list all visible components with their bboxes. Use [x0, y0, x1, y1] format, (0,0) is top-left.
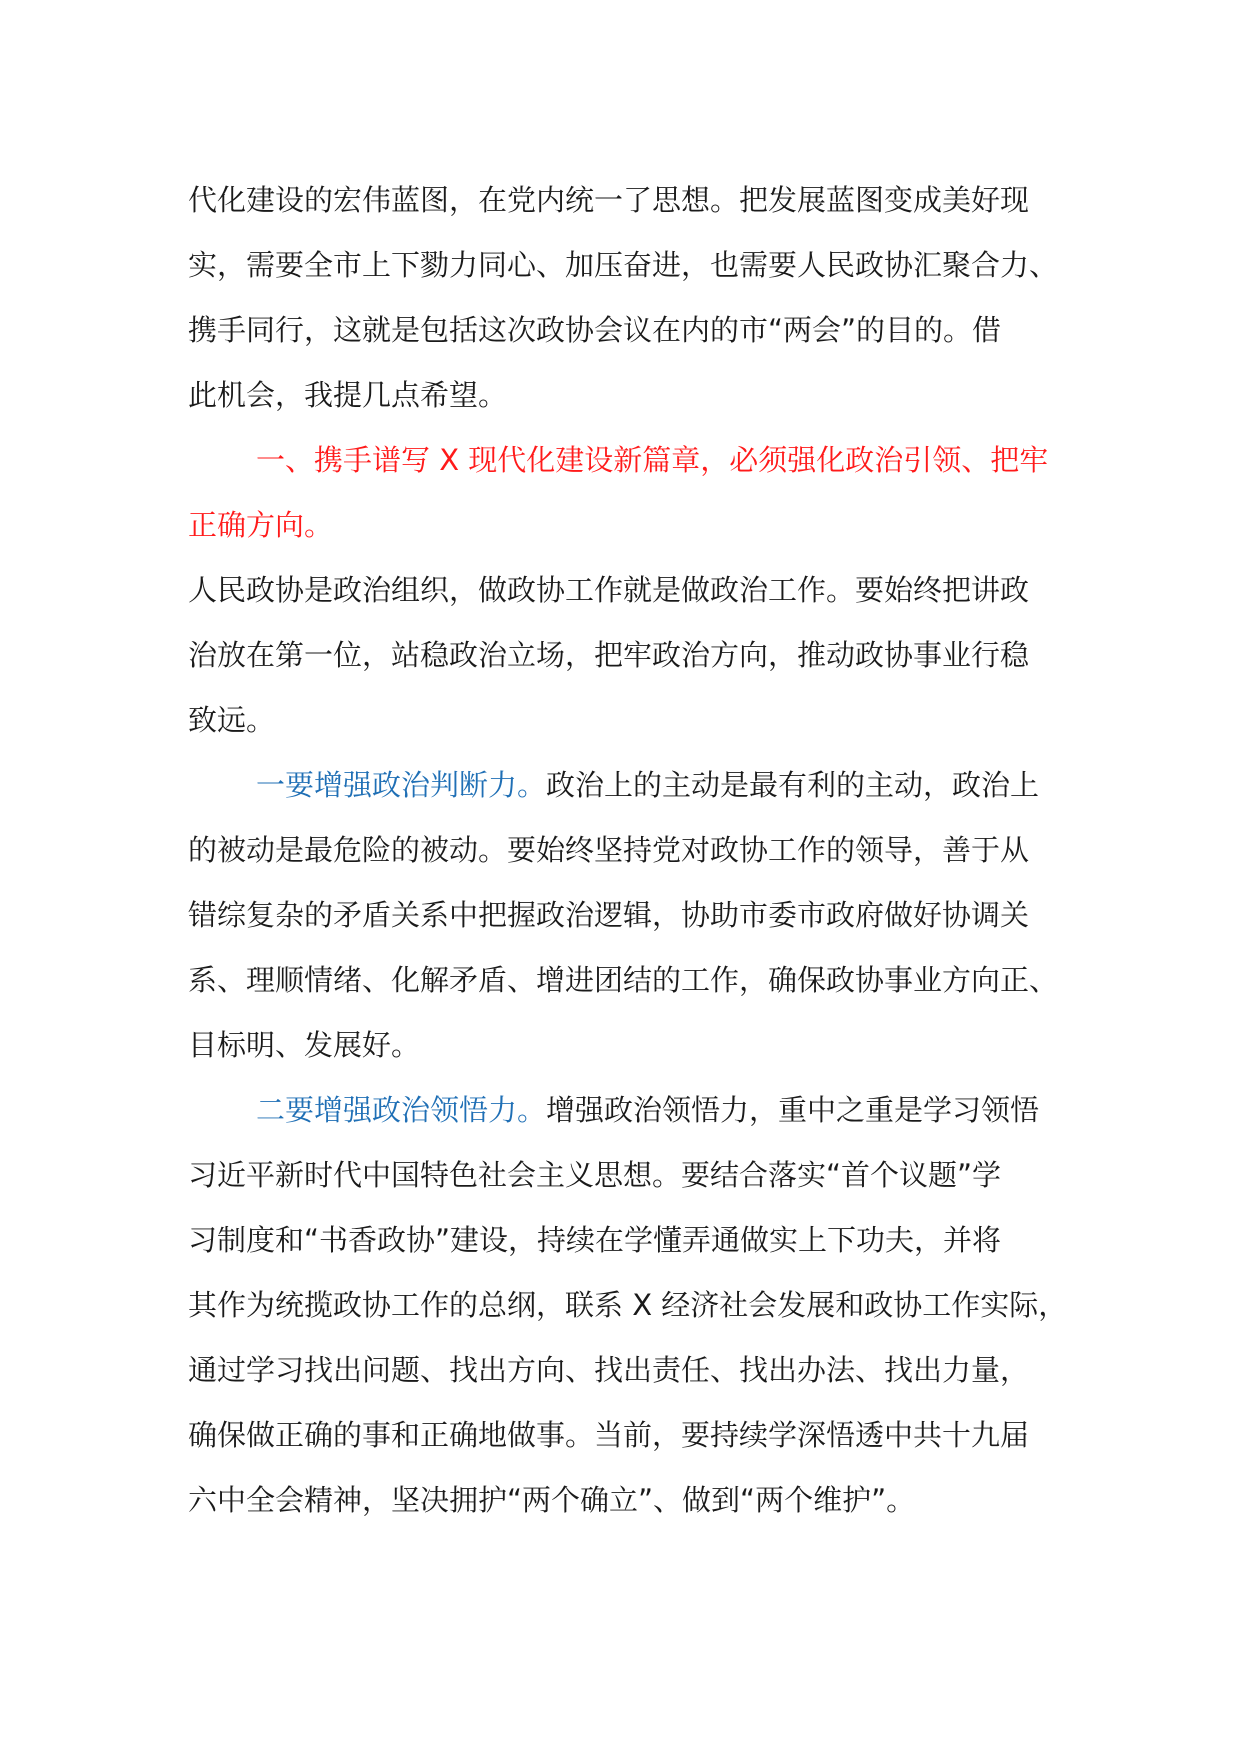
- point-one-lead: 一要增强政治判断力。: [256, 768, 547, 802]
- text-line: 习近平新时代中国特色社会主义思想。要结合落实“首个议题”学: [188, 1158, 1002, 1192]
- point-one-first-line: 政治上的主动是最有利的主动，政治上: [546, 768, 1040, 802]
- section-body-paragraph: [188, 558, 1088, 753]
- text-line: 携手同行，这就是包括这次政协会议在内的市“两会”的目的。借: [188, 313, 1002, 347]
- point-two-first-line: 增强政治领悟力，重中之重是学习领悟: [546, 1093, 1040, 1127]
- point-one-paragraph: [188, 753, 1088, 1078]
- text-line: 确保做正确的事和正确地做事。当前，要持续学深悟透中共十九届: [188, 1418, 1030, 1452]
- text-line: 治放在第一位，站稳政治立场，把牢政治方向，推动政协事业行稳: [188, 638, 1030, 672]
- text-line: 六中全会精神，坚决拥护“两个确立”、做到“两个维护”。: [188, 1483, 916, 1517]
- text-line: 其作为统揽政协工作的总纲，联系 X 经济社会发展和政协工作实际，: [188, 1288, 1068, 1322]
- text-line: 此机会，我提几点希望。: [188, 378, 508, 412]
- text-line: [188, 1078, 1088, 1143]
- section-heading: [188, 428, 1088, 558]
- document-page: [188, 168, 1088, 1533]
- point-two-lead: 二要增强政治领悟力。: [256, 1093, 547, 1127]
- text-line: [188, 753, 1088, 818]
- text-line: 错综复杂的矛盾关系中把握政治逻辑，协助市委市政府做好协调关: [188, 898, 1030, 932]
- section-heading-line: 一、携手谱写 X 现代化建设新篇章，必须强化政治引领、把牢: [256, 443, 1049, 477]
- text-line: 通过学习找出问题、找出方向、找出责任、找出办法、找出力量，: [188, 1353, 1030, 1387]
- text-line: 实，需要全市上下勠力同心、加压奋进，也需要人民政协汇聚合力、: [188, 248, 1059, 282]
- text-line: 人民政协是政治组织，做政协工作就是做政治工作。要始终把讲政: [188, 573, 1030, 607]
- text-line: 系、理顺情绪、化解矛盾、增进团结的工作，确保政协事业方向正、: [188, 963, 1059, 997]
- intro-paragraph: [188, 168, 1088, 428]
- text-line: 的被动是最危险的被动。要始终坚持党对政协工作的领导，善于从: [188, 833, 1030, 867]
- text-line: 代化建设的宏伟蓝图，在党内统一了思想。把发展蓝图变成美好现: [188, 183, 1030, 217]
- text-line: 目标明、发展好。: [188, 1028, 421, 1062]
- text-line: 致远。: [188, 703, 276, 737]
- section-heading-line: 正确方向。: [188, 508, 334, 542]
- point-two-paragraph: [188, 1078, 1088, 1533]
- text-line: 习制度和“书香政协”建设，持续在学懂弄通做实上下功夫，并将: [188, 1223, 1002, 1257]
